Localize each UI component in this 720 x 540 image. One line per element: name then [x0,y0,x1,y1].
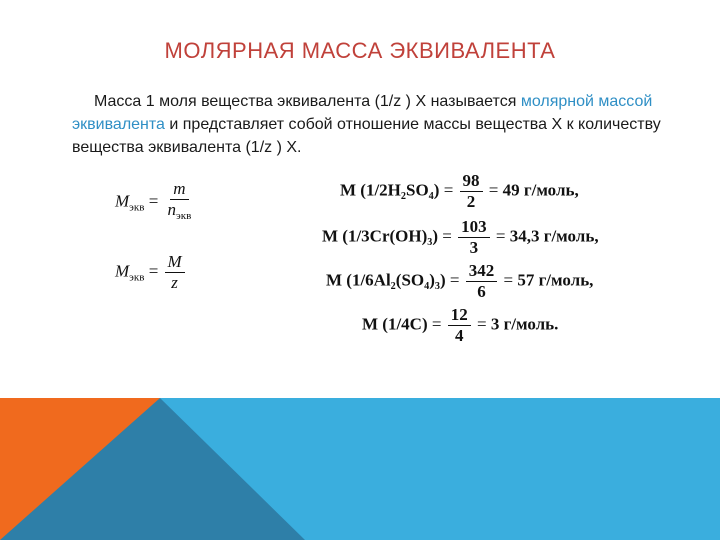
example-formula-al2so43: M (1/6Al₂(SO₄)₃) = $\frac{342}{6}$ = 57 г/моль, [326,261,594,301]
formula-meq-m-over-n: $M_{экв}$ = $\frac{m}{n_{экв}}$ [115,179,192,222]
slide-title: МОЛЯРНАЯ МАССА ЭКВИВАЛЕНТА [164,38,556,63]
definition-text-2: и представляет собой отношение массы вещества X к количеству вещества эквивалента (1/z ) X. [72,116,661,156]
definition-text-1: Масса 1 моля вещества эквивалента (1/z ) X называется [94,93,521,110]
example-formula-c: M (1/4C) = $\frac{12}{4}$ = 3 г/моль. [362,305,559,345]
formula-meq-M-over-z: $M_{экв}$ = $\frac{M}{z}$ [115,253,187,292]
definition-highlight: молярной массой эквивалента [72,93,653,133]
example-formula-h2so4: M (1/2H₂SO₄) = $\frac{98}{2}$ = 49 г/моль, [340,171,579,211]
example-formula-croh3: M (1/3Cr(OH)₃) = $\frac{103}{3}$ = 34,3 г/моль, [322,217,599,257]
